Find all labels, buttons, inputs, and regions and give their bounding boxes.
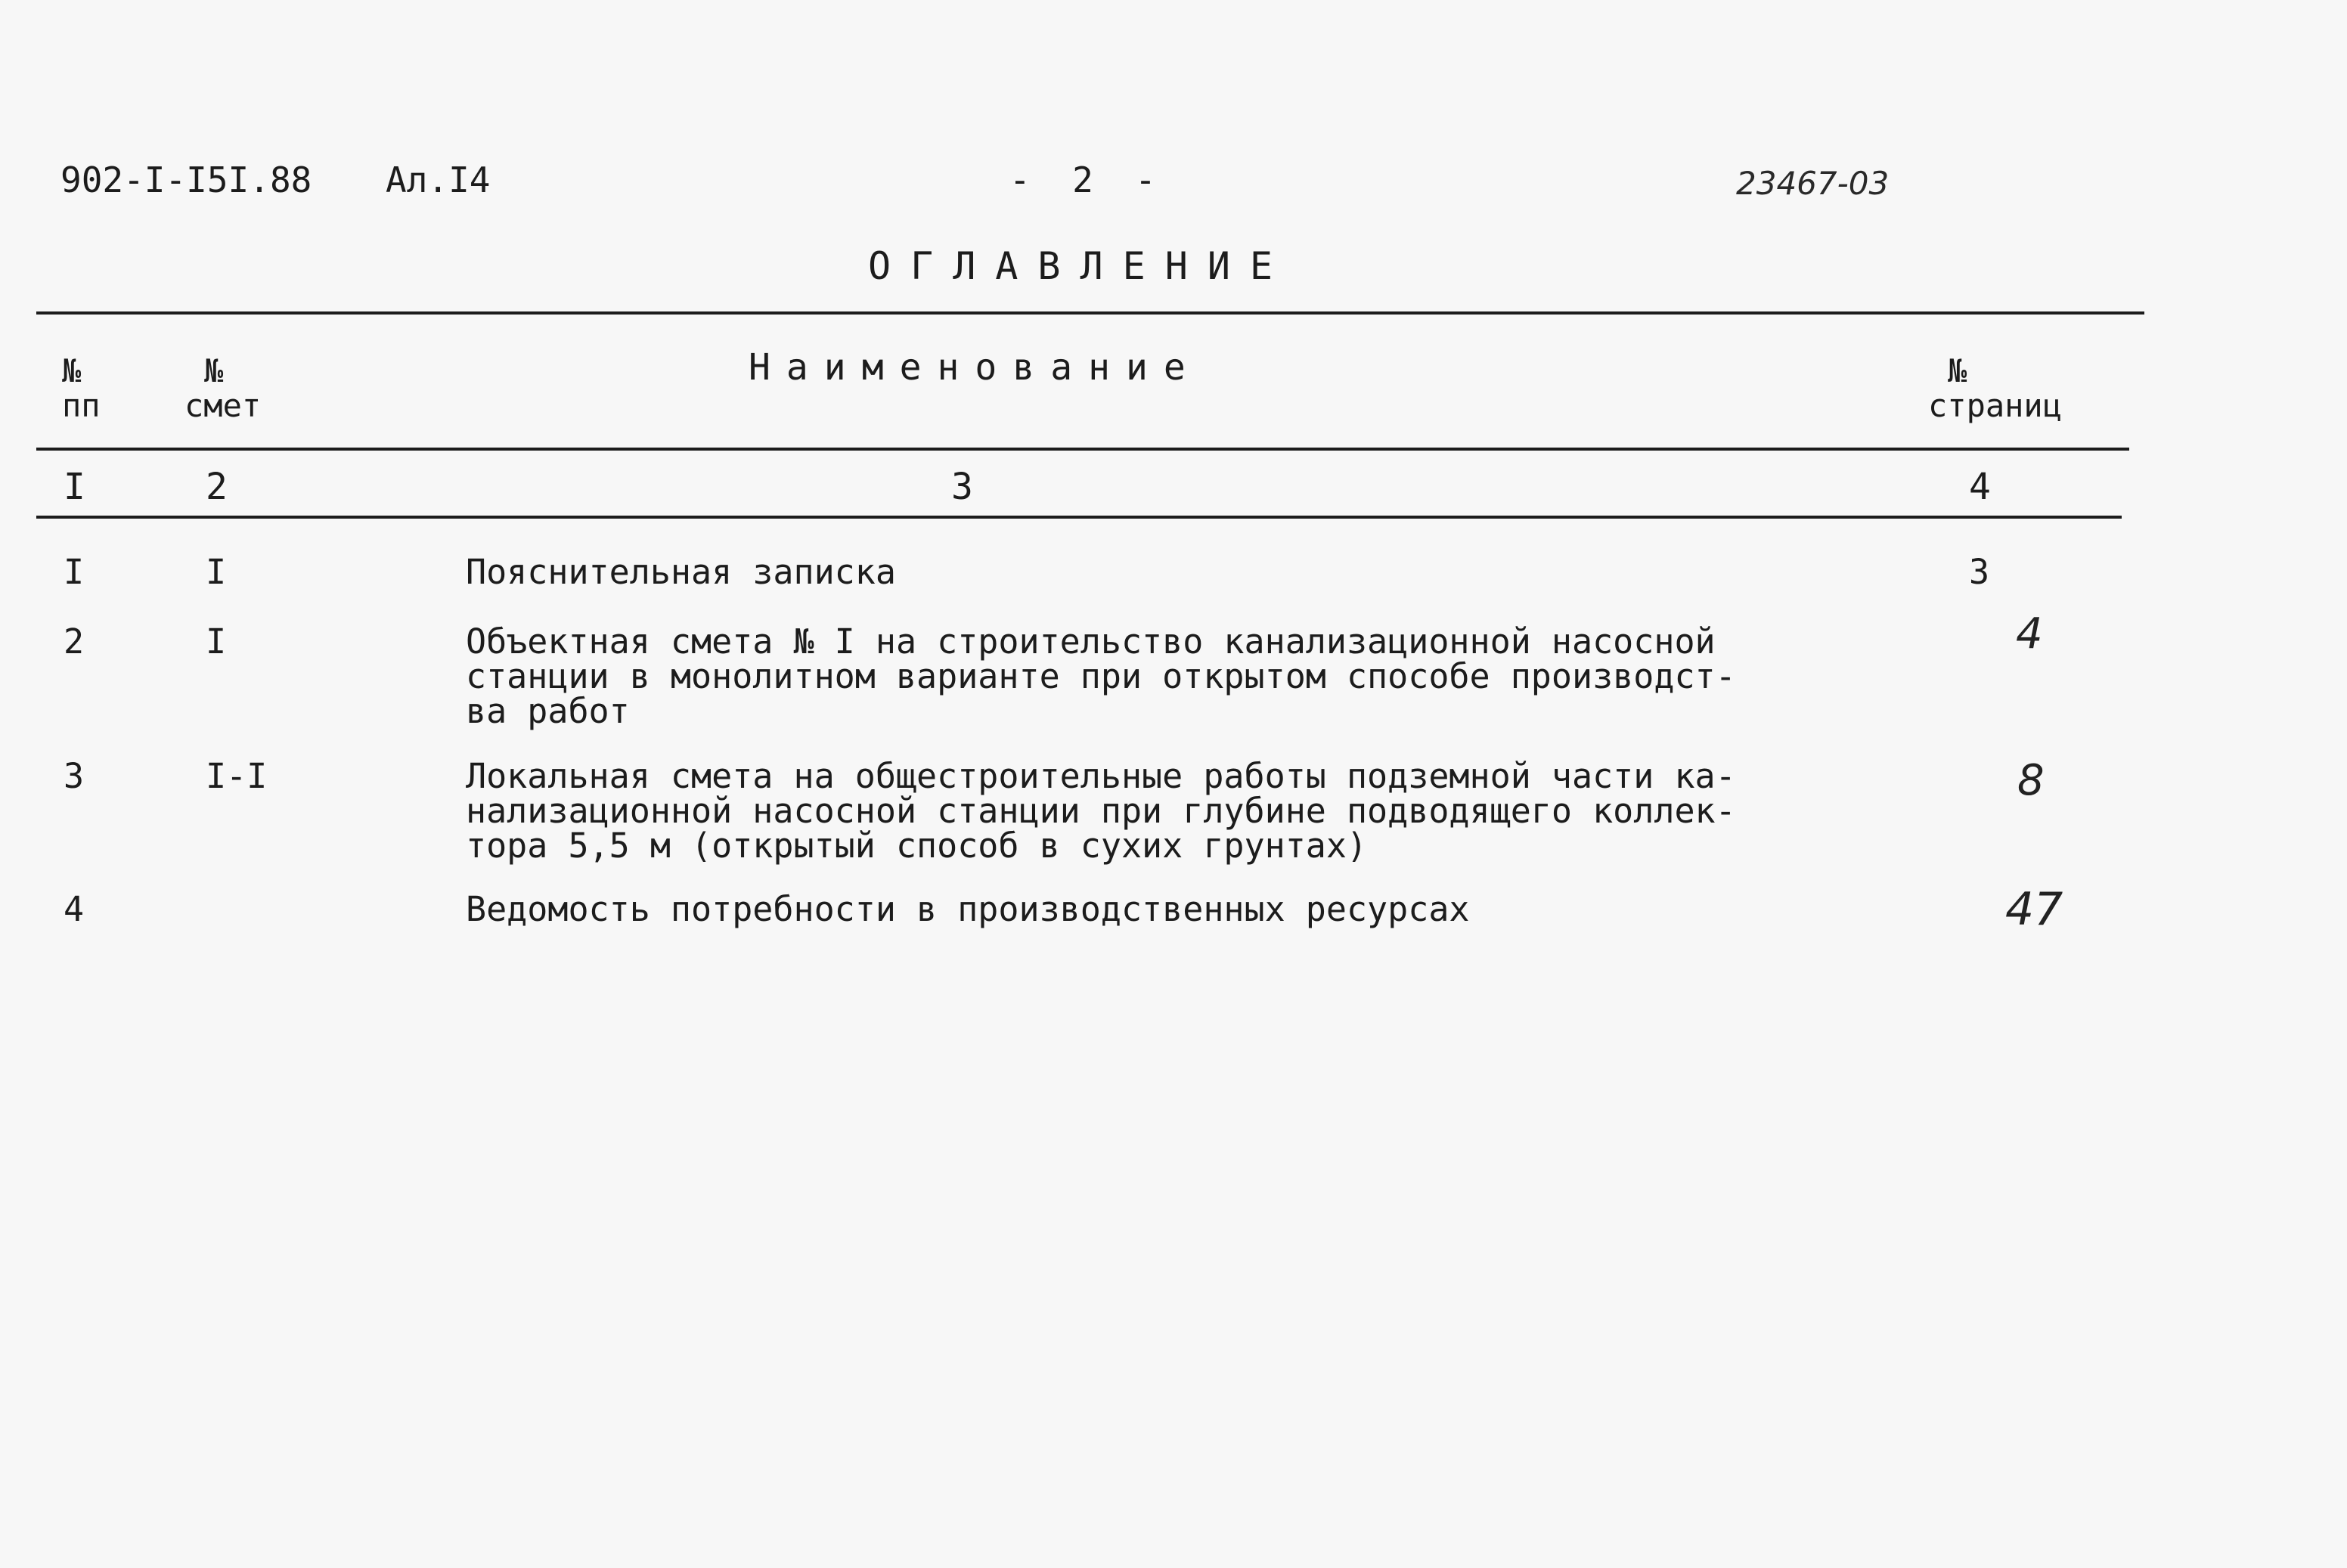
column-number-1: I xyxy=(64,466,85,508)
album-number: Ал.I4 xyxy=(386,160,491,200)
row-smeta-number: I-I xyxy=(206,756,268,796)
column-number-4: 4 xyxy=(1969,466,1991,508)
row-page: 8 xyxy=(2017,756,2045,805)
col2-header-sign: № xyxy=(204,352,224,389)
column-number-3: 3 xyxy=(951,466,973,508)
row-name: Ведомость потребности в производственных ресурсах xyxy=(466,889,1470,929)
row-number: 4 xyxy=(64,889,85,929)
row-name: Объектная смета № I на строительство канализационной насосной станции в монолитном варианте при открытом способе производст- ва работ xyxy=(466,621,1736,731)
row-smeta-number: I xyxy=(206,621,227,662)
row-smeta-number: I xyxy=(206,552,227,592)
page-title: ОГЛАВЛЕНИЕ xyxy=(868,244,1293,288)
col4-header-sign: № xyxy=(1948,352,1967,389)
column-number-2: 2 xyxy=(206,466,228,508)
col4-header-label: страниц xyxy=(1928,387,2063,424)
row-name: Пояснительная записка xyxy=(466,552,896,592)
column-numbers-rule xyxy=(36,516,2122,519)
col1-header-label: пп xyxy=(62,387,101,424)
col3-header-label: Наименование xyxy=(749,346,1201,389)
row-number: 2 xyxy=(64,621,85,662)
col1-header-sign: № xyxy=(62,352,82,389)
row-page: 47 xyxy=(2005,883,2063,936)
row-page: 3 xyxy=(1969,552,1990,592)
col2-header-label: смет xyxy=(184,387,262,424)
row-page: 4 xyxy=(2016,609,2043,658)
row-number: 3 xyxy=(64,756,85,796)
header-bottom-rule xyxy=(36,448,2129,451)
table-top-rule xyxy=(36,311,2144,315)
page-number: - 2 - xyxy=(1009,160,1156,200)
row-number: I xyxy=(64,552,85,592)
document-code: 902-I-I5I.88 xyxy=(60,160,312,200)
inventory-number: 23467-03 xyxy=(1736,165,1890,202)
row-name: Локальная смета на общестроительные работы подземной части ка- нализационной насосной станции при глубине подводящего коллек- тора 5,5 м (открытый способ в сухих грунтах) xyxy=(466,756,1736,866)
